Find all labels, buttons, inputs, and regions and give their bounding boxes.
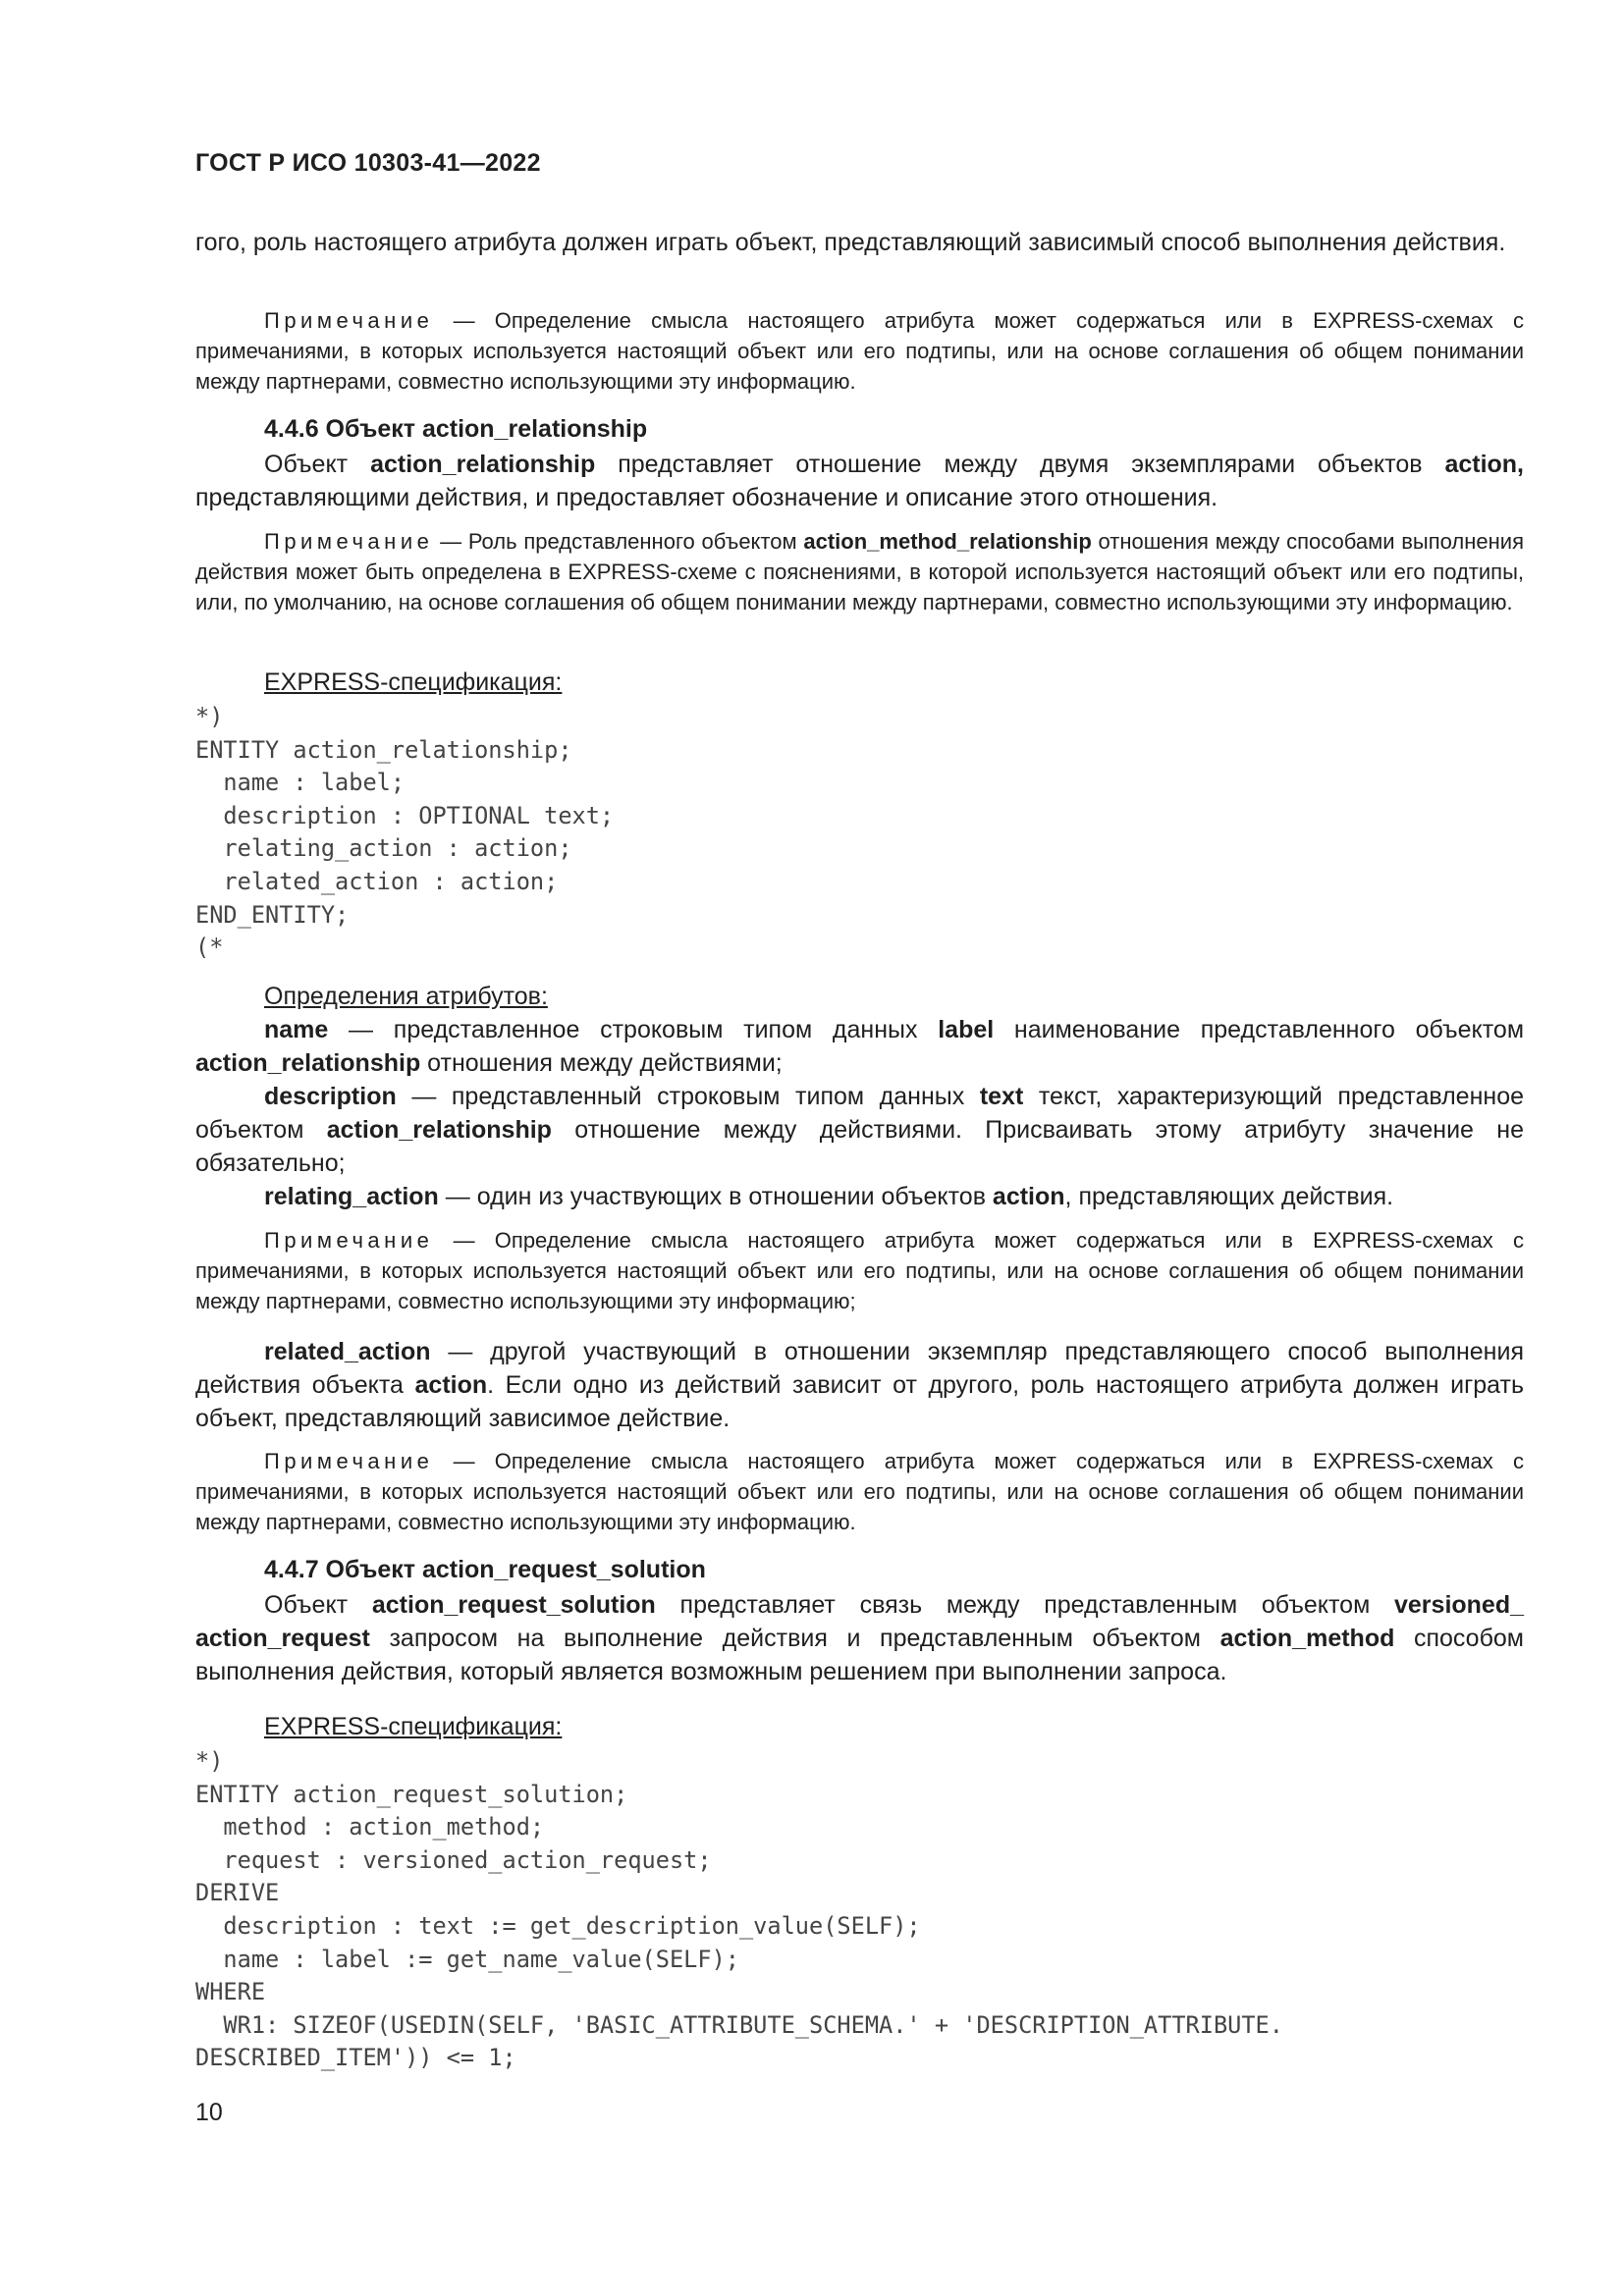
express-code-action-relationship: *) ENTITY action_relationship; name : label; description : OPTIONAL text; relating_action : action; related_action : action; END_ENTITY; (* xyxy=(195,703,615,962)
express-spec-label-2: EXPRESS-спецификация: xyxy=(264,1713,563,1740)
page-number: 10 xyxy=(195,2099,223,2126)
attr-description-definition: description — представленный строковым типом данных text текст, характеризующий представленное объектом action_relationship отношение между действиями. Присваивать этому атрибуту значение не обязательно; xyxy=(195,1083,1525,1177)
attr-name-definition: name — представленное строковым типом данных label наименование представленного объектом action_relationship отношения между действиями; xyxy=(195,1016,1524,1077)
note-2: Примечание — Определение смысла настоящего атрибута может содержаться или в EXPRESS-схемах с примечаниями, в которых используется настоящий объект или его подтипы, или на основе соглашения об общем понимании между партнерами, совместно использующими эту информацию; xyxy=(195,1228,1524,1313)
attribute-definitions-label: Определения атрибутов: xyxy=(264,983,548,1010)
section-4-4-6-paragraph: Объект action_relationship представляет отношение между двумя экземплярами объектов action, представляющими действия, и предоставляет обозначение и описание этого отношения. xyxy=(195,451,1525,511)
express-code-action-request-solution: *) ENTITY action_request_solution; method : action_method; request : versioned_action_request; DERIVE description : text := get_description_value(SELF); name : label := get_name_value(SELF); WHERE WR1: SIZEOF(USEDIN(SELF, 'BASIC_ATTRIBUTE_SCHEMA.' + 'DESCRIPTION_ATTRIBUTE. DESCRIBED_ITEM')) <= 1; xyxy=(195,1747,1283,2072)
note-lead: Примечание xyxy=(264,308,434,333)
express-spec-label: EXPRESS-спецификация: xyxy=(264,668,563,696)
note-text: Определение смысла настоящего атрибута может содержаться или в EXPRESS-схемах с примечаниями, в которых используется настоящий объект или его подтипы, или на основе соглашения об общем понимании между партнерами, совместно использующими эту информацию. xyxy=(195,308,1524,394)
document-header: ГОСТ Р ИСО 10303-41—2022 xyxy=(195,149,541,177)
note-1: Примечание — Определение смысла настоящего атрибута может содержаться или в EXPRESS-схемах с примечаниями, в которых используется настоящий объект или его подтипы, или на основе соглашения об общем понимании между партнерами, совместно использующими эту информацию. xyxy=(195,308,1524,394)
note-3: Примечание — Определение смысла настоящего атрибута может содержаться или в EXPRESS-схемах с примечаниями, в которых используется настоящий объект или его подтипы, или на основе соглашения об общем понимании между партнерами, совместно использующими эту информацию. xyxy=(195,1449,1524,1534)
section-4-4-7-paragraph: Объект action_request_solution представляет связь между представленным объектом versioned_ action_request запросом на выполнение действия и представленным объектом action_method способом выполнения действия, который является возможным решением при выполнении запроса. xyxy=(195,1591,1525,1685)
note-section-4-4-6: Примечание — Роль представленного объектом action_method_relationship отношения между способами выполнения действия может быть определена в EXPRESS-схеме с пояснениями, в которой используется настоящий объект или его подтипы, или, по умолчанию, на основе соглашения об общем понимании между партнерами, совместно использующими эту информацию. xyxy=(195,529,1524,614)
intro-paragraph: гого, роль настоящего атрибута должен играть объект, представляющий зависимый способ выполнения действия. xyxy=(195,229,1506,256)
attr-relating-action-definition: relating_action — один из участвующих в отношении объектов action, представляющих действия. xyxy=(264,1183,1394,1210)
section-title-4-4-6: 4.4.6 Объект action_relationship xyxy=(264,415,648,443)
section-title-4-4-7: 4.4.7 Объект action_request_solution xyxy=(264,1556,706,1583)
attr-related-action-definition: related_action — другой участвующий в отношении экземпляр представляющего способ выполнения действия объекта action. Если одно из действий зависит от другого, роль настоящего атрибута должен играть объект, представляющий зависимое действие. xyxy=(195,1338,1524,1432)
